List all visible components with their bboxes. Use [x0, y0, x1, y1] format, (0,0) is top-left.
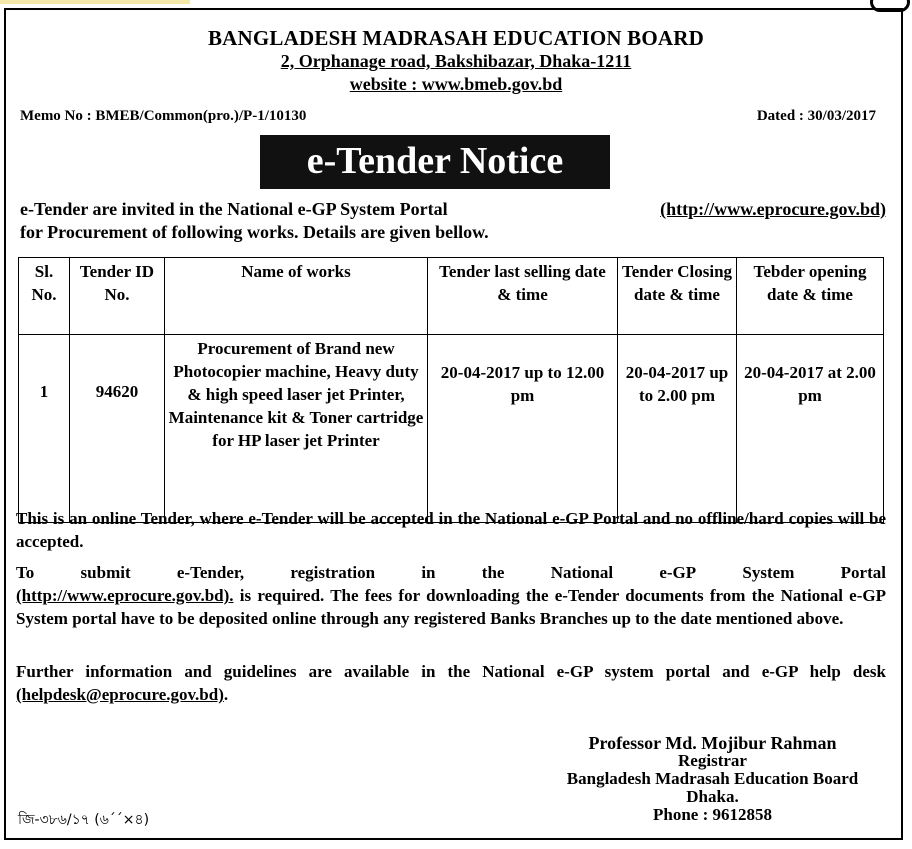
- word: the: [481, 563, 505, 582]
- signatory-name: Professor Md. Mojibur Rahman: [588, 733, 837, 753]
- helpdesk-paragraph: [16, 660, 886, 706]
- cell-tender-id: 94620: [70, 335, 165, 523]
- cell-name-of-works: Procurement of Brand new Photocopier machine, Heavy duty & high speed laser jet Printer, Maintenance kit & Toner cartridge for HP laser jet Printer: [165, 335, 428, 523]
- signatory-org: Bangladesh Madrasah Education Board: [566, 769, 859, 788]
- word: National: [550, 563, 614, 582]
- table-row: [19, 335, 884, 523]
- word: Portal: [840, 563, 886, 582]
- table-header-row: [19, 258, 884, 335]
- top-yellow-bar: [0, 0, 190, 4]
- registration-paragraph: [16, 561, 886, 630]
- eprocure-link[interactable]: (http://www.eprocure.gov.bd): [660, 199, 886, 219]
- signatory-designation: Registrar: [678, 751, 747, 770]
- header-sl: Sl. No.: [19, 258, 70, 335]
- org-address: 2, Orphanage road, Bakshibazar, Dhaka-1211: [280, 51, 632, 71]
- cell-closing: 20-04-2017 up to 2.00 pm: [618, 335, 737, 523]
- intro-line-2: for Procurement of following works. Details are given bellow.: [20, 222, 489, 242]
- online-tender-paragraph: This is an online Tender, where e-Tender will be accepted in the National e-GP Portal and no offline/hard copies will be accepted.: [16, 509, 886, 551]
- header-tender-id: Tender ID No.: [70, 258, 165, 335]
- cell-sl: 1: [19, 335, 70, 523]
- word: To: [16, 563, 35, 582]
- header-closing: Tender Closing date & time: [618, 258, 737, 335]
- header-opening: Tebder opening date & time: [737, 258, 884, 335]
- word: in: [421, 563, 436, 582]
- word: e-GP: [659, 563, 697, 582]
- helpdesk-end: .: [223, 685, 229, 704]
- signature-block: [540, 734, 885, 824]
- registration-text: is required. The fees for downloading the e-Tender documents from the National e-GP System portal have to be deposited online through any registered Banks Branches up to the date mentioned above.: [16, 586, 886, 628]
- footer-code: জি-৩৮৬/১৭ (৬´´×৪): [18, 812, 150, 828]
- cell-selling: 20-04-2017 up to 12.00 pm: [428, 335, 618, 523]
- tender-table: [18, 257, 884, 523]
- header-selling: Tender last selling date & time: [428, 258, 618, 335]
- memo-date: Dated : 30/03/2017: [756, 108, 876, 124]
- eprocure-link-2[interactable]: (http://www.eprocure.gov.bd).: [16, 586, 234, 605]
- memo-number: Memo No : BMEB/Common(pro.)/P-1/10130: [20, 108, 307, 124]
- word: e-Tender,: [176, 563, 245, 582]
- notice-title: e-Tender Notice: [260, 135, 610, 189]
- cell-opening: 20-04-2017 at 2.00 pm: [737, 335, 884, 523]
- signatory-city: Dhaka.: [686, 787, 739, 806]
- intro-paragraph: [20, 198, 886, 244]
- signatory-phone: Phone : 9612858: [653, 805, 772, 824]
- org-title: BANGLADESH MADRASAH EDUCATION BOARD: [207, 26, 705, 50]
- word: System: [742, 563, 795, 582]
- header-name-of-works: Name of works: [165, 258, 428, 335]
- intro-text: e-Tender are invited in the National e-GP System Portal: [20, 199, 448, 219]
- helpdesk-email-link[interactable]: (helpdesk@eprocure.gov.bd): [16, 685, 224, 704]
- org-website[interactable]: website : www.bmeb.gov.bd: [349, 74, 563, 94]
- top-strip: [0, 0, 912, 6]
- word: registration: [290, 563, 376, 582]
- helpdesk-text: Further information and guidelines are available in the National e-GP system portal and e-GP help desk: [16, 662, 886, 681]
- word: submit: [80, 563, 131, 582]
